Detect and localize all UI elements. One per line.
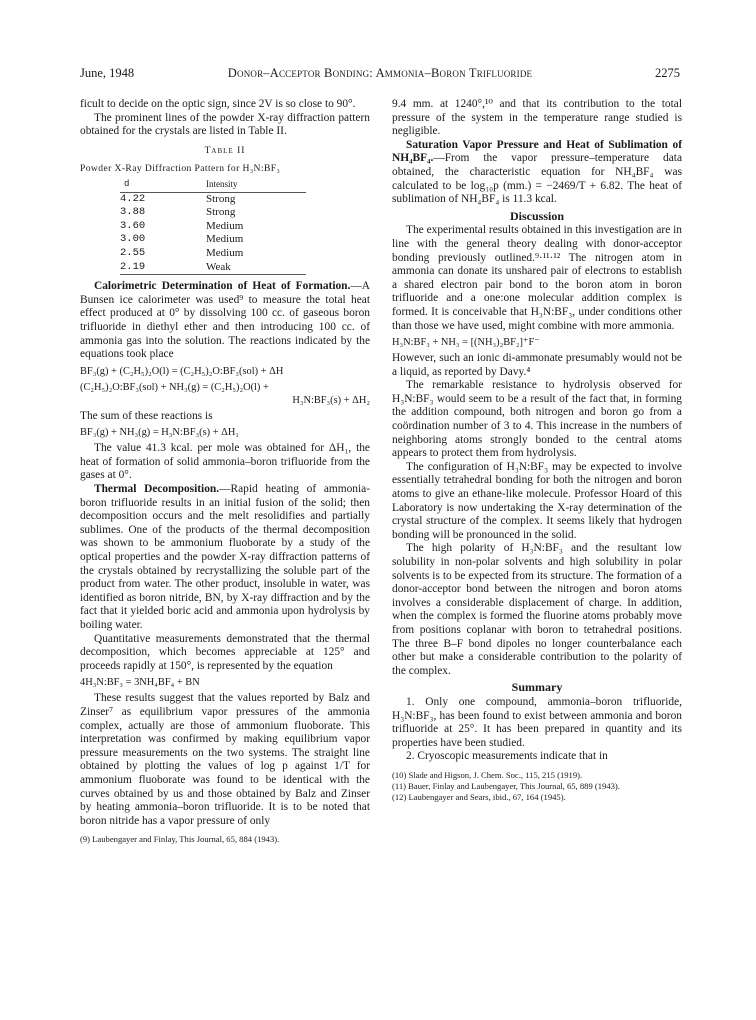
equation: BF₃(g) + NH₃(g) = H₃N:BF₃(s) + ΔH₁ [80,427,239,439]
intensity-value: Strong [206,206,236,219]
section-heading: Calorimetric Determination of Heat of Formation. [94,280,351,293]
intensity-value: Medium [206,246,244,259]
equation-continued: H₃N:BF₃(s) + ΔH₂ [292,394,370,406]
header-date: June, 1948 [80,66,135,80]
summary-item: 2. Cryoscopic measurements indicate that in [406,750,608,763]
table-row [120,247,306,261]
right-column [392,98,682,803]
running-header [80,66,680,84]
section-heading: Thermal Decomposition. [94,483,220,496]
paragraph: The value 41.3 kcal. per mole was obtained for ΔH₁, the heat of formation of solid ammonia–boron trifluoride from the gases at 0°. [80,442,370,482]
section-text: —From the vapor pressure–temperature data obtained, the characteristic equation for NH₄BF₄ was calculated to be log₁₀p (mm.) = −2469/T + 6.82. The heat of sublimation of NH₄BF₄ is 11.3 kcal. [392,152,682,206]
paragraph: These results suggest that the values reported by Balz and Zinser⁷ as equilibrium vapor pressures of the ammonia complex, actually are those of ammonium fluoborate. This interpretation was confirmed by making equilibrium vapor pressure measurements on the two systems. The straight line obtained by plotting the values of log p against 1/T for ammonium fluoborate was found to be identical with the curves obtained by us and those obtained by Balz and Zinser by heating ammonia–boron trifluoride. It is to be noted that boron nitride has a vapor pressure of only [80,692,370,827]
footnote: (9) Laubengayer and Finlay, This Journal, 65, 884 (1943). [80,834,280,845]
table-row [120,206,306,220]
column-header-intensity: Intensity [206,178,238,189]
paragraph: The high polarity of H₃N:BF₃ and the resultant low solubility in non-polar solvents and high solubility in polar solvents is to be expected from its structure. The formation of a donor-acceptor bond between the nitrogen and boron atoms involves a considerable displacement of charge. In addition, when the complex is formed the fluorine atoms probably move from positions coplanar with boron to tetrahedral positions. The three B–F bond dipoles no longer counterbalance each other but make a considerable contribution to the polarity of the complex. [392,542,682,677]
paragraph: The remarkable resistance to hydrolysis observed for H₃N:BF₃ would seem to be a result of the fact that, in forming the addition compound, both nitrogen and boron go from a coördination number of 3 to 4. This increase in the numbers of neighboring atoms strongly bonded to the central atoms appears to protect them from hydrolysis. [392,379,682,460]
running-title: Donor–Acceptor Bonding: Ammonia–Boron Trifluoride [227,66,533,80]
paragraph: The prominent lines of the powder X-ray diffraction pattern obtained for the crystals are listed in Table II. [80,111,370,138]
left-column [80,98,370,845]
intensity-value: Medium [206,233,244,246]
d-value: 3.00 [120,233,146,246]
intensity-value: Medium [206,219,244,232]
discussion-heading: Discussion [509,208,565,223]
calorimetric-section [80,280,370,362]
paragraph: 9.4 mm. at 1240°,¹⁰ and that its contribution to the total pressure of the system in the temperature range studied is negligible. [392,98,682,138]
column-header-d: d [124,178,130,189]
footnote: (11) Bauer, Finlay and Laubengayer, This Journal, 65, 889 (1943). [392,780,620,791]
intensity-value: Weak [206,261,306,275]
equation: H₃N:BF₃ + NH₃ = [(NH₃)₂BF₂]⁺F⁻ [392,337,540,349]
paragraph: The configuration of H₃N:BF₃ may be expected to involve essentially tetrahedral bonding for both the nitrogen and boron atoms to give an ethane-like molecule. Professor Hoard of this Laboratory is now undertaking the X-ray determination of the crystal structure of the complex. It seems likely that hydrogen bonding will be pronounced in the solid. [392,460,682,541]
table-title: Table II [204,145,246,156]
d-value: 3.88 [120,206,146,219]
intensity-value: Strong [206,192,306,206]
thermal-section [80,483,370,633]
equation: (C₂H₅)₂O:BF₃(sol) + NH₃(g) = (C₂H₅)₂O(l) + [80,381,269,393]
table-row [120,220,306,234]
equation: 4H₃N:BF₃ = 3NH₄BF₄ + BN [80,677,200,689]
table-row [120,233,306,247]
section-text: —A Bunsen ice calorimeter was used⁹ to measure the total heat effect produced at 0° by dissolving 100 cc. of gaseous boron trifluoride in diethyl ether and then introducing 100 cc. of ammonia gas into the solution. The reactions indicated by the equations took place [80,280,370,361]
d-value: 2.55 [120,246,146,259]
saturation-section [392,139,682,207]
paragraph: ficult to decide on the optic sign, since 2V is so close to 90°. [80,98,356,110]
paragraph: The experimental results obtained in this investigation are in line with the general theory dealing with donor-acceptor bonding previously outlined.⁹·¹¹·¹² The nitrogen atom in ammonia can donate its unshared pair of electrons to establish a shared electron pair bond to the boron atom in boron trifluoride and a one:one molecular addition complex is formed. It is conceivable that H₃N:BF₃, under conditions other than those we have used, might combine with more ammonia. [392,224,682,332]
table-caption: Powder X-Ray Diffraction Pattern for H₃N:BF₃ [80,163,281,175]
section-heading: Saturation Vapor Pressure and Heat of Sublimation of NH₄BF₄. [392,138,682,165]
d-value: 4.22 [120,192,206,206]
page-number: 2275 [655,66,680,80]
footnote: (12) Laubengayer and Sears, ibid., 67, 164 (1945). [392,791,566,802]
diffraction-table [120,178,306,275]
table-row [120,192,306,206]
paragraph: The sum of these reactions is [80,409,213,422]
d-value: 3.60 [120,219,146,232]
table-row [120,261,306,275]
summary-heading: Summary [511,680,563,695]
d-value: 2.19 [120,261,206,275]
summary-item: 1. Only one compound, ammonia–boron trifluoride, H₃N:BF₃, has been found to exist between ammonia and boron trifluoride at 25°. It has been prepared in quantity and its properties have been studied. [392,695,682,749]
footnote: (10) Slade and Higson, J. Chem. Soc., 115, 215 (1919). [392,769,583,780]
paragraph: Quantitative measurements demonstrated that the thermal decomposition, which becomes appreciable at 125° and proceeds rapidly at 150°, is represented by the equation [80,632,370,672]
equation: BF₃(g) + (C₂H₅)₂O(l) = (C₂H₅)₂O:BF₃(sol) + ΔH [80,365,284,377]
paragraph: However, such an ionic di-ammonate presumably would not be a liquid, as reported by Davy.⁴ [392,352,682,378]
section-text: —Rapid heating of ammonia-boron trifluoride results in an initial fusion of the solid; then decomposition occurs and the melt resolidifies and partially sublimes. One of the products of the thermal decomposition was shown to be ammonium fluoborate by a study of the optical properties and the powder X-ray diffraction patterns of the crystals obtained by recrystallizing the soluble part of the product from water. The other product, insoluble in water, was identified as boron nitride, BN, by X-ray diffraction and by the fact that it yielded boric acid and ammonia upon hydrolysis by boiling water. [80,483,370,631]
